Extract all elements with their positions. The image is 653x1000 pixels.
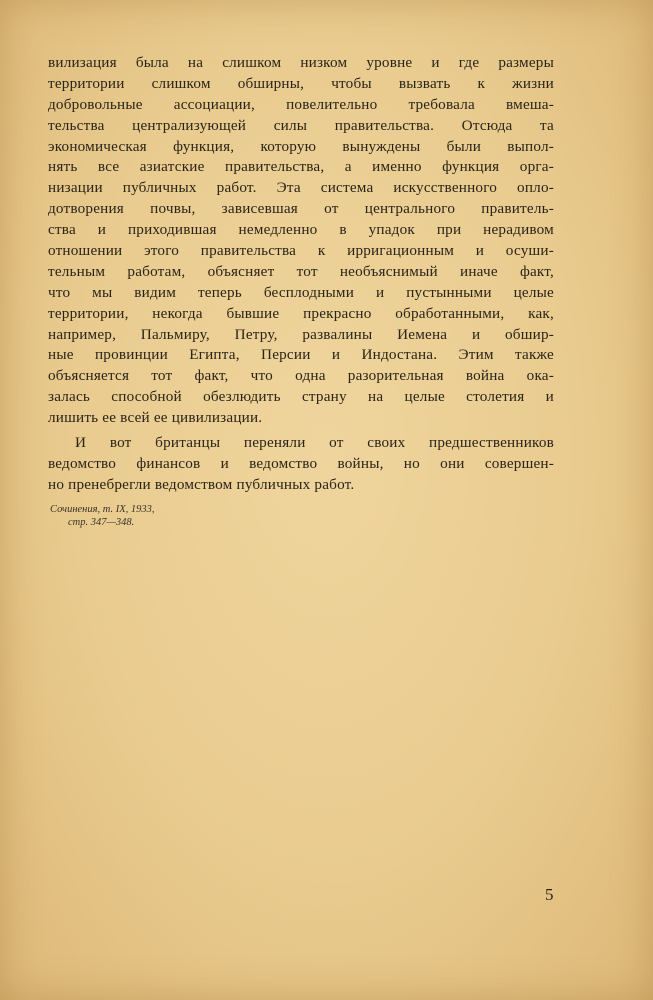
text-line: например, Пальмиру, Петру, развалины Иемена и обшир- [48,325,554,343]
text-line: тельным работам, объясняет тот необъяснимый иначе факт, [48,262,554,280]
citation-line: стр. 347—348. [68,517,135,528]
page-number: 5 [545,885,554,904]
source-citation [50,503,155,529]
text-line: что мы видим теперь бесплодными и пустынными целые [48,283,554,301]
text-line: ные провинции Египта, Персии и Индостана. Этим также [48,346,554,364]
text-line: добровольные ассоциации, повелительно требовала вмеша- [48,95,554,113]
text-line: объясняется тот факт, что одна разорительная война ока- [48,367,554,385]
text-line: И вот британцы переняли от своих предшественников [75,434,554,452]
text-line: экономическая функция, которую вынуждены были выпол- [48,137,554,155]
text-line: ства и приходившая немедленно в упадок при нерадивом [48,221,554,239]
text-line: дотворения почвы, зависевшая от центрального правитель- [48,200,554,218]
paragraph-2 [48,433,554,496]
text-line: нять все азиатские правительства, а именно функция орга- [48,158,554,176]
text-line: вилизация была на слишком низком уровне и где размеры [48,54,554,71]
text-line: территории, некогда бывшие прекрасно обработанными, как, [48,304,554,322]
text-line: тельства централизующей силы правительства. Отсюда та [48,116,554,134]
text-line: низации публичных работ. Эта система искусственного опло- [48,179,554,197]
text-line: ведомство финансов и ведомство войны, но они совершен- [48,454,554,472]
text-line: отношении этого правительства к ирригационным и осуши- [48,242,554,260]
text-line: залась способной обезлюдить страну на целые столетия и [48,388,554,406]
text-line: лишить ее всей ее цивилизации. [48,409,263,427]
body-text [48,53,554,496]
paragraph-1 [48,53,554,429]
text-line: территории слишком обширны, чтобы вызвать к жизни [48,74,554,92]
citation-line: Сочинения, т. IX, 1933, [50,504,155,515]
text-line: но пренебрегли ведомством публичных работ. [48,475,355,493]
